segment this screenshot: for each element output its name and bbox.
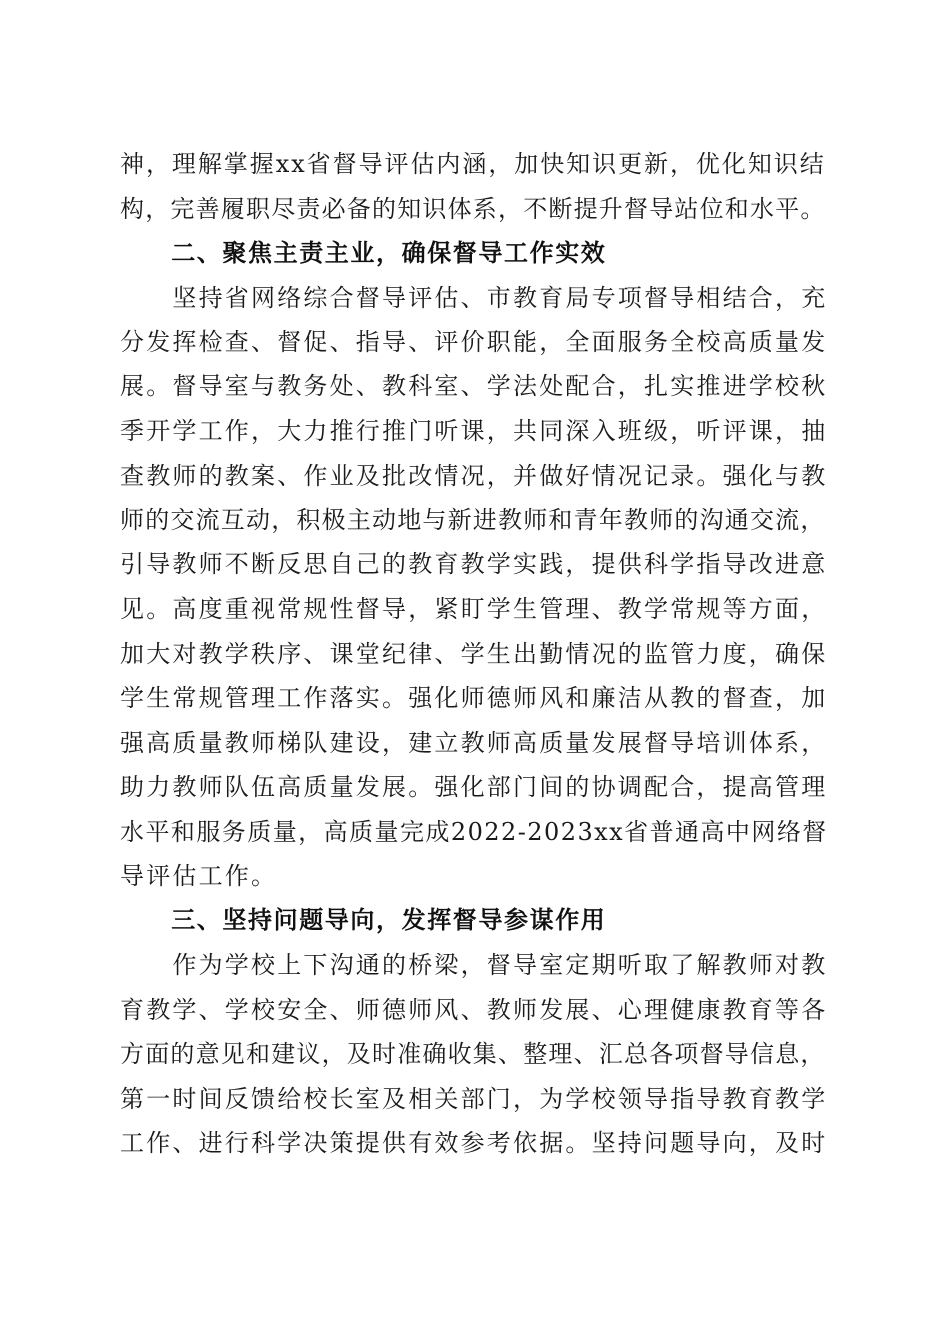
paragraph-line: 神，理解掌握xx省督导评估内涵，加快知识更新，优化知识结 (120, 150, 826, 178)
paragraph-line: 工作、进行科学决策提供有效参考依据。坚持问题导向，及时 (120, 1129, 828, 1157)
paragraph-line: 强高质量教师梯队建设，建立教师高质量发展督导培训体系， (120, 729, 828, 757)
paragraph-line: 引导教师不断反思自己的教育教学实践，提供科学指导改进意 (120, 550, 828, 578)
paragraph-line: 坚持省网络综合督导评估、市教育局专项督导相结合，充 (120, 284, 828, 312)
paragraph-line: 分发挥检查、督促、指导、评价职能，全面服务全校高质量发 (120, 328, 828, 356)
paragraph-line: 水平和服务质量，高质量完成2022-2023xx省普通高中网络督 (120, 818, 828, 846)
paragraph-line: 查教师的教案、作业及批改情况，并做好情况记录。强化与教 (120, 462, 828, 490)
paragraph-line: 展。督导室与教务处、教科室、学法处配合，扎实推进学校秋 (120, 372, 828, 400)
paragraph-line: 学生常规管理工作落实。强化师德师风和廉洁从教的督查，加 (120, 684, 828, 712)
paragraph-line: 导评估工作。 (120, 862, 278, 890)
section-heading: 三、坚持问题导向，发挥督导参谋作用 (120, 906, 607, 934)
paragraph-line: 作为学校上下沟通的桥梁，督导室定期听取了解教师对教 (120, 951, 828, 979)
paragraph-line: 方面的意见和建议，及时准确收集、整理、汇总各项督导信息， (120, 1040, 826, 1068)
paragraph-line: 构，完善履职尽责必备的知识体系，不断提升督导站位和水平。 (120, 195, 826, 223)
paragraph-line: 见。高度重视常规性督导，紧盯学生管理、教学常规等方面， (120, 595, 828, 623)
paragraph-line: 助力教师队伍高质量发展。强化部门间的协调配合，提高管理 (120, 773, 828, 801)
paragraph-line: 季开学工作，大力推行推门听课，共同深入班级，听评课，抽 (120, 417, 828, 445)
paragraph-line: 育教学、学校安全、师德师风、教师发展、心理健康教育等各 (120, 996, 828, 1024)
paragraph-line: 加大对教学秩序、课堂纪律、学生出勤情况的监管力度，确保 (120, 640, 828, 668)
section-heading: 二、聚焦主责主业，确保督导工作实效 (120, 239, 607, 267)
paragraph-line: 师的交流互动，积极主动地与新进教师和青年教师的沟通交流， (120, 506, 826, 534)
paragraph-line: 第一时间反馈给校长室及相关部门，为学校领导指导教育教学 (120, 1085, 828, 1113)
